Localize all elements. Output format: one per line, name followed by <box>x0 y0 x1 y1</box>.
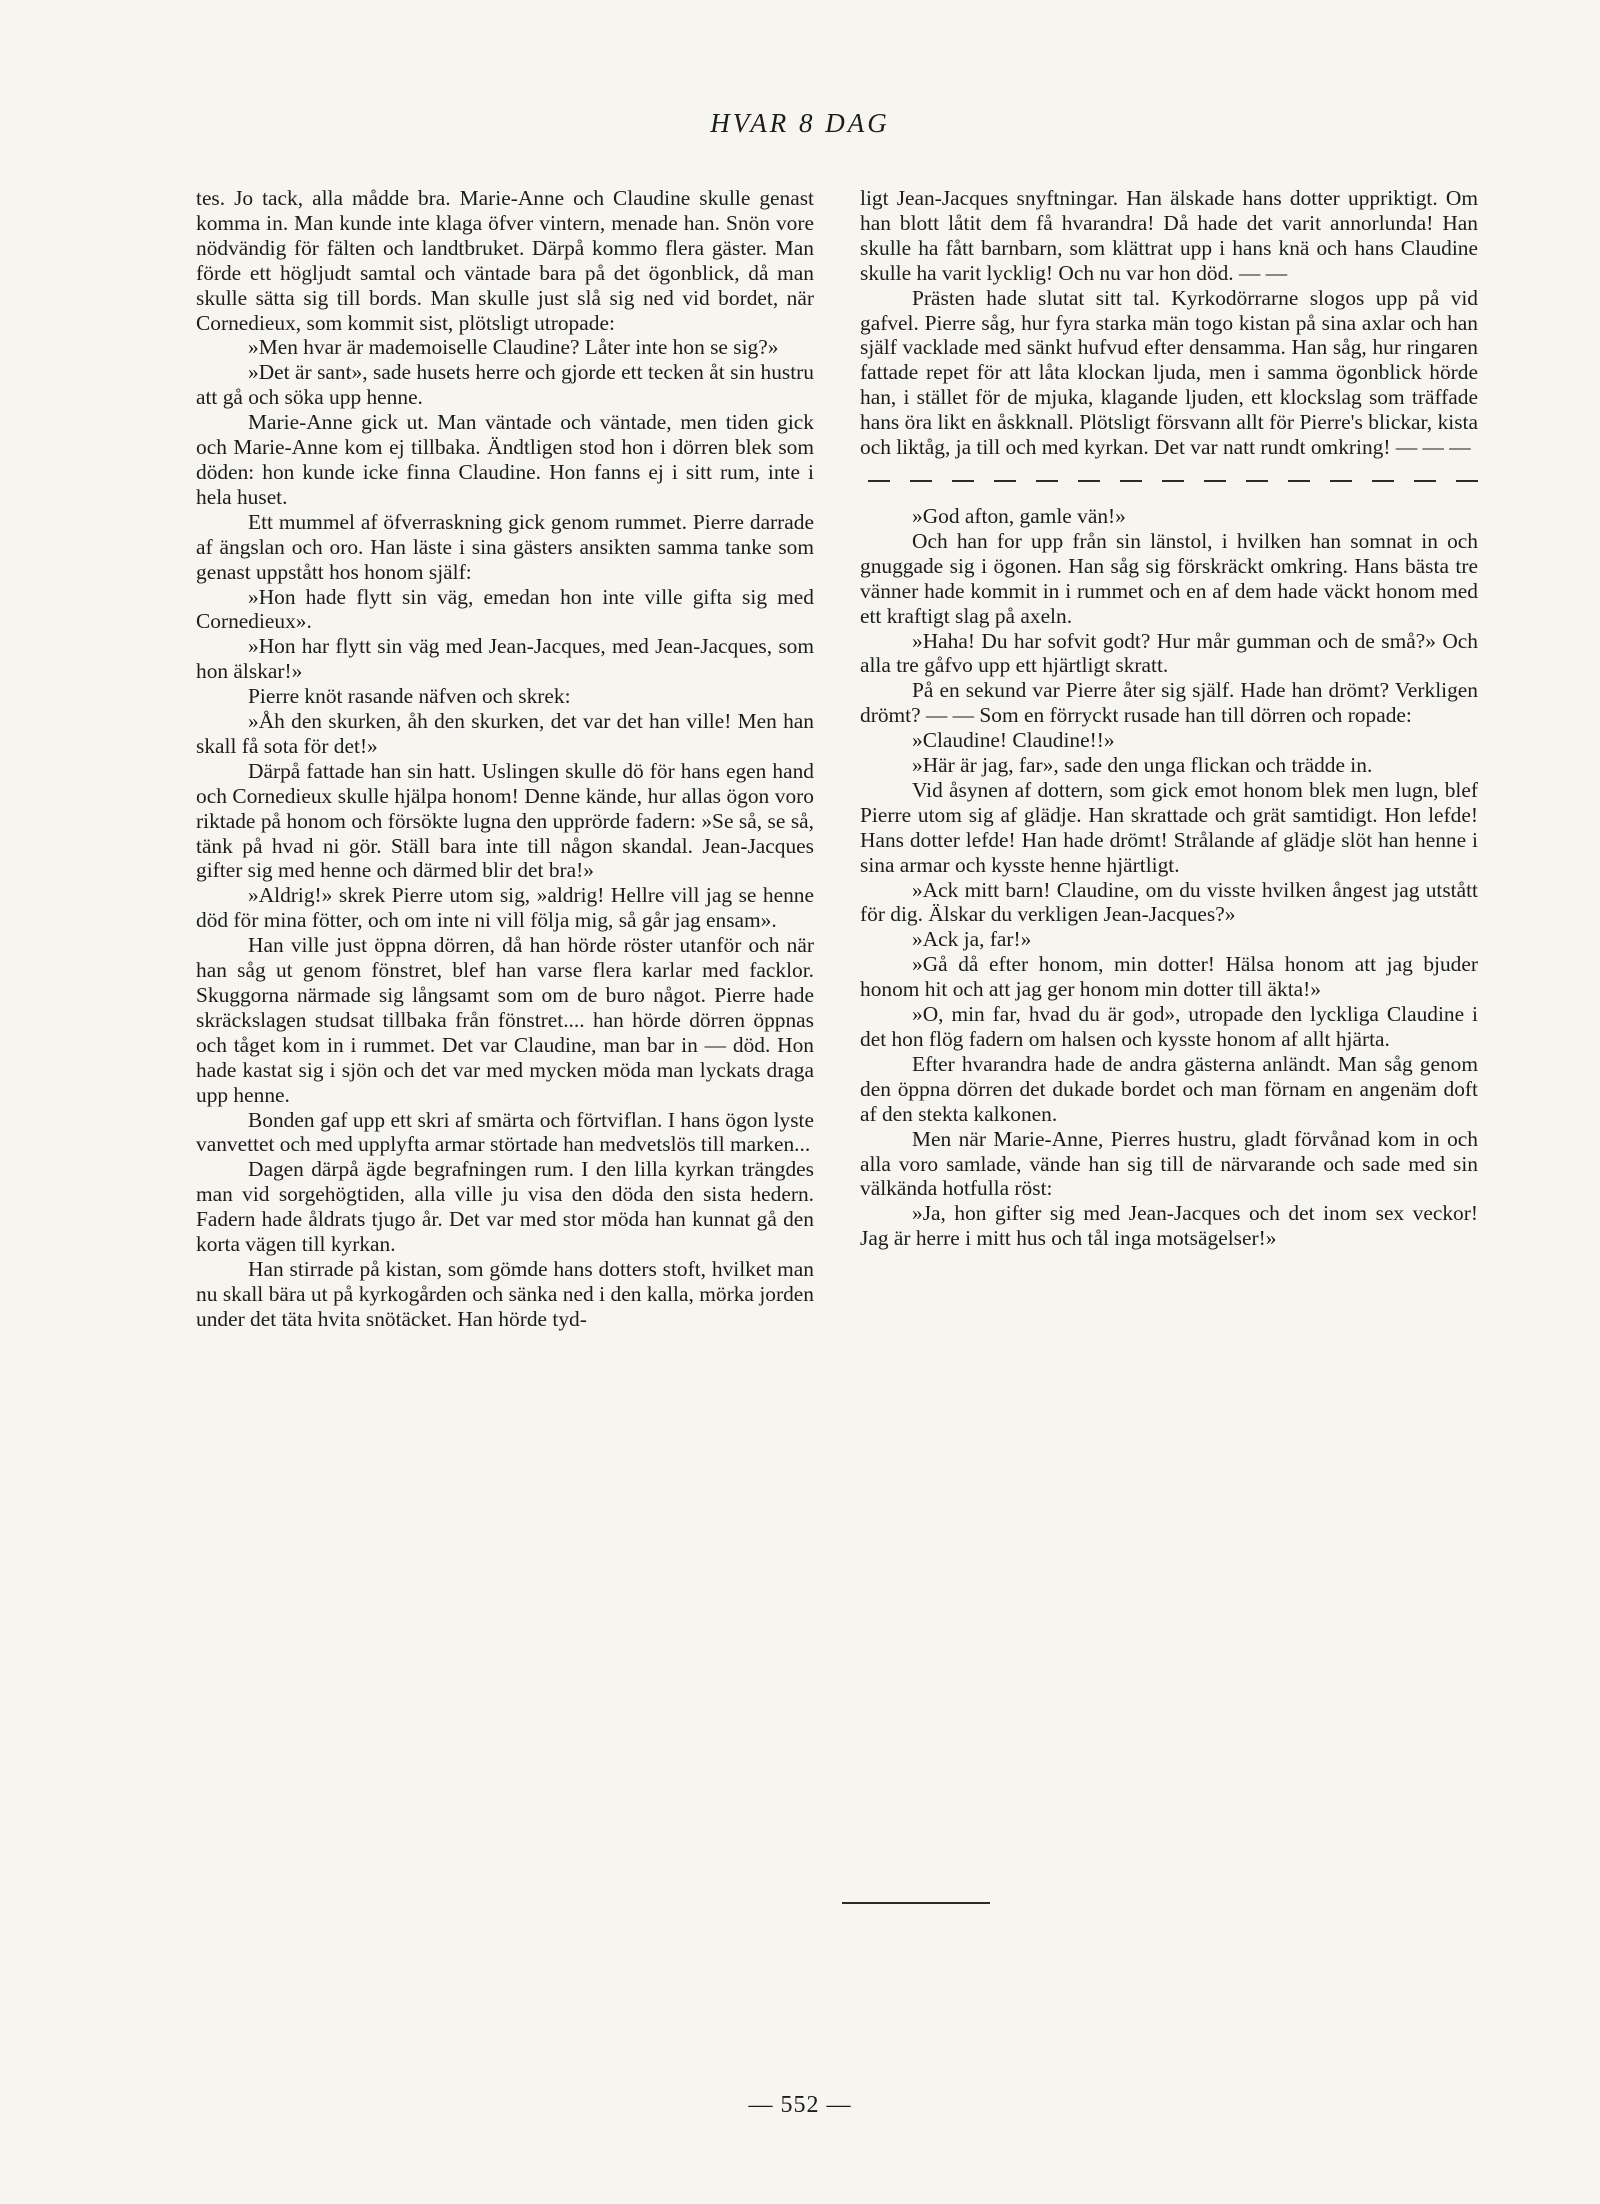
section-break-dashes <box>860 462 1478 492</box>
paragraph: ligt Jean-Jacques snyftningar. Han älskade hans dotter uppriktigt. Om han blott låtit dem få hvarandra! Då hade det varit annorlunda! Han skulle ha fått barnbarn, som klättrat upp i hans knä och hans Claudine skulle ha varit lycklig! Och nu var hon död. — — <box>860 186 1478 285</box>
paragraph: »Aldrig!» skrek Pierre utom sig, »aldrig! Hellre vill jag se henne död för mina fötter, och om inte ni vill följa mig, så går jag ensam». <box>196 883 814 933</box>
paragraph: tes. Jo tack, alla mådde bra. Marie-Anne och Claudine skulle genast komma in. Man kunde inte klaga öfver vintern, menade han. Snön vore nödvändig för fälten och landtbruket. Därpå kommo flera gäster. Man förde ett högljudt samtal och väntade bara på det ögonblick, då man skulle sätta sig till bords. Man skulle just slå sig ned vid bordet, när Cornedieux, som kommit sist, plötsligt utropade: <box>196 186 814 335</box>
paragraph: »Åh den skurken, åh den skurken, det var det han ville! Men han skall få sota för det!» <box>196 709 814 758</box>
paragraph: Han ville just öppna dörren, då han hörde röster utanför och när han såg ut genom fönstret, blef han varse flera karlar med facklor. Skuggorna närmade sig långsamt som om de buro något. Pierre hade skräckslagen studsat tillbaka från fönstret.... han hörde dörren öppnas och tåget kom in i rummet. Det var Claudine, man bar in — död. Hon hade kastat sig i sjön och det var med mycken möda man lyckats draga upp henne. <box>196 933 814 1107</box>
paragraph: »God afton, gamle vän!» <box>912 503 1126 528</box>
right-text-column <box>860 186 1478 1251</box>
paragraph: Men när Marie-Anne, Pierres hustru, gladt förvånad kom in och alla voro samlade, vände han sig till de närvarande och sade med sin välkända hotfulla röst: <box>860 1126 1478 1201</box>
paragraph: »Ack mitt barn! Claudine, om du visste hvilken ångest jag utstått för dig. Älskar du verkligen Jean-Jacques?» <box>860 877 1478 927</box>
paragraph: »Haha! Du har sofvit godt? Hur mår gumman och de små?» Och alla tre gåfvo upp ett hjärtligt skratt. <box>860 628 1478 678</box>
paragraph: Ett mummel af öfverraskning gick genom rummet. Pierre darrade af ängslan och oro. Han läste i sina gästers ansikten samma tanke som genast uppstått hos honom själf: <box>196 509 814 584</box>
paragraph: »Men hvar är mademoiselle Claudine? Låter inte hon se sig?» <box>248 335 779 360</box>
paragraph: På en sekund var Pierre åter sig själf. Hade han drömt? Verkligen drömt? — — Som en förryckt rusade han till dörren och ropade: <box>860 678 1478 728</box>
paragraph: »Gå då efter honom, min dotter! Hälsa honom att jag bjuder honom hit och att jag ger honom min dotter till äkta!» <box>860 952 1478 1002</box>
paragraph: »Ja, hon gifter sig med Jean-Jacques och det inom sex veckor! Jag är herre i mitt hus och tål inga motsägelser!» <box>860 1201 1478 1251</box>
paragraph: Dagen därpå ägde begrafningen rum. I den lilla kyrkan trängdes man vid sorgehögtiden, alla ville ju visa den döda den sista hedern. Fadern hade åldrats tjugo år. Det var med stor möda han kunnat gå den korta vägen till kyrkan. <box>196 1157 814 1257</box>
paragraph: »Hon har flytt sin väg med Jean-Jacques, med Jean-Jacques, som hon älskar!» <box>196 634 814 684</box>
paragraph: »O, min far, hvad du är god», utropade den lyckliga Claudine i det hon flög fadern om halsen och kysste honom af allt hjärta. <box>860 1002 1478 1051</box>
page-number: — 552 — <box>748 2092 852 2118</box>
paragraph: »Claudine! Claudine!!» <box>912 728 1115 753</box>
paragraph: Efter hvarandra hade de andra gästerna anländt. Man såg genom den öppna dörren det dukade bordet och man förnam en angenäm doft af den stekta kalkonen. <box>860 1051 1478 1126</box>
paragraph: Pierre knöt rasande näfven och skrek: <box>248 684 571 709</box>
end-of-article-rule <box>842 1902 990 1904</box>
paragraph: Prästen hade slutat sitt tal. Kyrkodörrarne slogos upp på vid gafvel. Pierre såg, hur fyra starka män togo kistan på sina axlar och han själf vacklade med sänkt hufvud efter densamma. Han såg, hur ringaren fattade repet för att låta klockan ljuda, men i samma ögonblick hörde han, i stället för de mjuka, klagande ljuden, ett klockslag som träffade hans öra likt en åskknall. Plötsligt försvann allt för Pierre's blickar, kista och liktåg, ja till och med kyrkan. Det var natt rundt omkring! — — — <box>860 285 1478 460</box>
paragraph: »Hon hade flytt sin väg, emedan hon inte ville gifta sig med Cornedieux». <box>196 584 814 634</box>
paragraph: Därpå fattade han sin hatt. Uslingen skulle dö för hans egen hand och Cornedieux skulle hjälpa honom! Denne kände, hur allas ögon voro riktade på honom och försökte lugna den upprörde fadern: »Se så, se så, tänk på hvad ni gör. Ställ bara inte till någon skandal. Jean-Jacques gifter sig med henne och därmed blir det bra!» <box>196 758 814 883</box>
left-text-column <box>196 186 814 1332</box>
paragraph: Marie-Anne gick ut. Man väntade och väntade, men tiden gick och Marie-Anne kom ej tillbaka. Ändtligen stod hon i dörren blek som döden: hon kunde icke finna Claudine. Hon fanns ej i sitt rum, inte i hela huset. <box>196 410 814 509</box>
paragraph: Bonden gaf upp ett skri af smärta och förtviflan. I hans ögon lyste vanvettet och med upplyfta armar störtade han medvetslös till marken... <box>196 1107 814 1157</box>
paragraph: »Här är jag, far», sade den unga flickan och trädde in. <box>912 753 1373 778</box>
paragraph: Han stirrade på kistan, som gömde hans dotters stoft, hvilket man nu skall bära ut på kyrkogården och sänka ned i den kalla, mörka jorden under det täta hvita snötäcket. Han hörde tyd- <box>196 1256 814 1331</box>
running-header: HVAR 8 DAG <box>710 108 890 138</box>
paragraph: »Ack ja, far!» <box>912 927 1032 952</box>
paragraph: Vid åsynen af dottern, som gick emot honom blek men lugn, blef Pierre utom sig af glädje. Han skrattade och grät samtidigt. Hon lefde! Hans dotter lefde! Han hade drömt! Strålande af glädje slöt han henne i sina armar och kysste henne hjärtligt. <box>860 777 1478 877</box>
paragraph: Och han for upp från sin länstol, i hvilken han somnat in och gnuggade sig i ögonen. Han såg sig förskräckt omkring. Hans bästa tre vänner hade kommit in i rummet och en af dem hade väckt honom med ett kraftigt slag på axeln. <box>860 528 1478 628</box>
paragraph: »Det är sant», sade husets herre och gjorde ett tecken åt sin hustru att gå och söka upp henne. <box>196 360 814 410</box>
